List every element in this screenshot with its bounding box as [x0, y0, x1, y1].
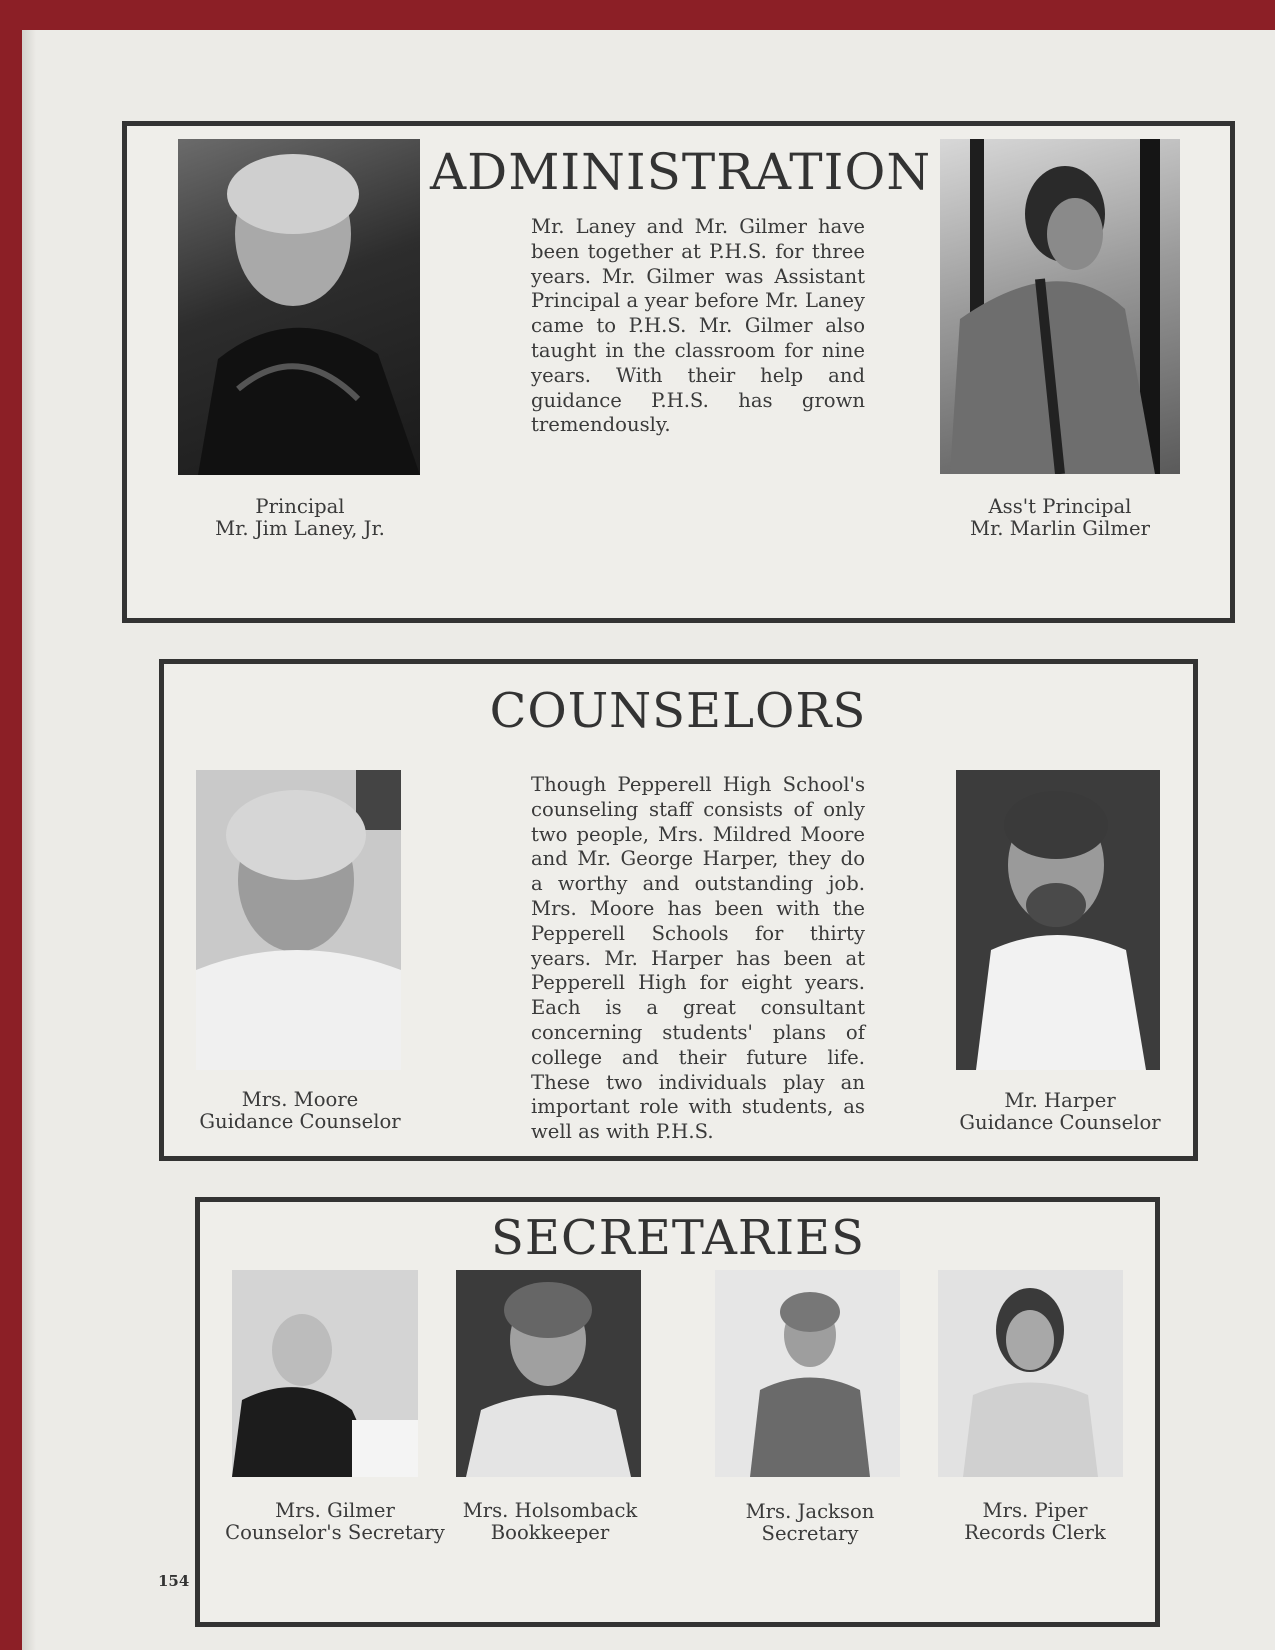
principal-caption [170, 496, 430, 540]
piper-photo [938, 1270, 1123, 1477]
secretaries-title: SECRETARIES [491, 1210, 865, 1266]
principal-photo [178, 139, 420, 475]
administration-body: Mr. Laney and Mr. Gilmer have been together at P.H.S. for three years. Mr. Gilmer was Assistant Principal a year before Mr. Laney came to P.H.S. Mr. Gilmer also taught in the classroom for nine years. With their help and guidance P.H.S. has grown tremendously. [531, 215, 865, 437]
moore-photo [196, 770, 401, 1070]
secretary-caption-2 [440, 1500, 660, 1544]
principal-name: Mr. Jim Laney, Jr. [215, 517, 385, 540]
secretary-name: Mrs. Jackson [745, 1500, 875, 1523]
holsomback-photo [456, 1270, 641, 1477]
secretary-caption-4 [925, 1500, 1145, 1544]
secretary-role: Counselor's Secretary [225, 1521, 445, 1544]
jackson-photo [715, 1270, 900, 1477]
secretary-role: Bookkeeper [490, 1521, 610, 1544]
moore-role: Guidance Counselor [199, 1110, 401, 1133]
principal-role: Principal [255, 495, 345, 518]
assistant-principal-photo [940, 139, 1180, 474]
assistant-caption [930, 496, 1190, 540]
counselors-title: COUNSELORS [489, 683, 867, 739]
harper-role: Guidance Counselor [959, 1111, 1161, 1134]
counselors-body: Though Pepperell High School's counseling staff consists of only two people, Mrs. Mildred Moore and Mr. George Harper, they do a worthy and outstanding job. Mrs. Moore has been with the Pepperell Schools for thirty years. Mr. Harper has been at Pepperell High for eight years. Each is a great consultant concerning students' plans of college and their future life. These two individuals play an important role with students, as well as with P.H.S. [531, 773, 865, 1144]
harper-photo [956, 770, 1160, 1070]
administration-title: ADMINISTRATION [430, 143, 932, 201]
secretary-name: Mrs. Piper [982, 1499, 1088, 1522]
secretary-name: Mrs. Gilmer [275, 1499, 395, 1522]
secretary-caption-1 [215, 1500, 455, 1544]
moore-caption [190, 1089, 410, 1133]
gilmer-secretary-photo [232, 1270, 418, 1477]
secretary-role: Records Clerk [964, 1521, 1106, 1544]
page-number: 154 [158, 1572, 190, 1590]
secretary-role: Secretary [761, 1522, 859, 1545]
assistant-role: Ass't Principal [988, 495, 1132, 518]
moore-name: Mrs. Moore [241, 1088, 359, 1111]
secretary-caption-3 [700, 1501, 920, 1545]
harper-name: Mr. Harper [1004, 1089, 1116, 1112]
secretary-name: Mrs. Holsomback [462, 1499, 638, 1522]
assistant-name: Mr. Marlin Gilmer [970, 517, 1150, 540]
harper-caption [950, 1090, 1170, 1134]
